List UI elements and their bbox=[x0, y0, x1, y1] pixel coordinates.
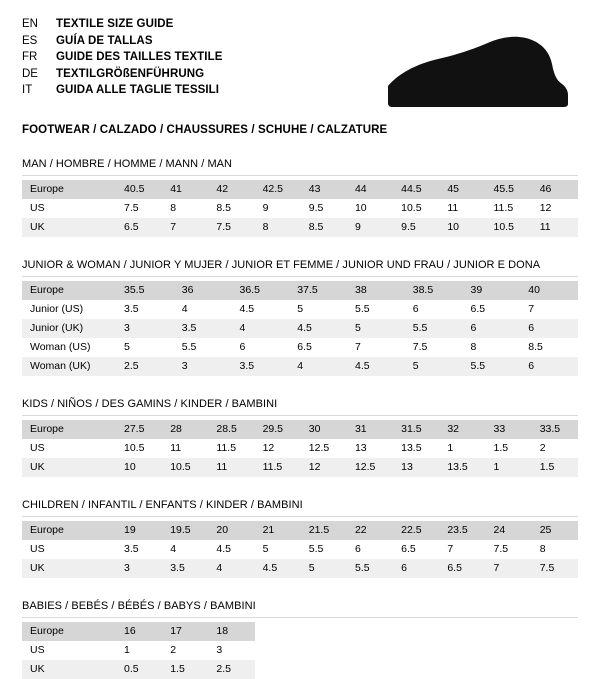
cell: 13.5 bbox=[393, 439, 439, 458]
row-label: Junior (UK) bbox=[22, 319, 116, 338]
cell: 13 bbox=[347, 439, 393, 458]
cell: 18 bbox=[208, 622, 254, 641]
row-label: US bbox=[22, 641, 116, 660]
cell: 35.5 bbox=[116, 281, 174, 300]
cell-empty bbox=[347, 641, 393, 660]
cell: 9.5 bbox=[301, 199, 347, 218]
cell: 5 bbox=[301, 559, 347, 578]
cell: 3.5 bbox=[116, 540, 162, 559]
language-title-list bbox=[22, 16, 223, 99]
cell: 24 bbox=[486, 521, 532, 540]
table-row bbox=[22, 420, 578, 439]
language-title: TEXTILE SIZE GUIDE bbox=[56, 18, 174, 30]
cell-empty bbox=[486, 660, 532, 679]
cell: 28.5 bbox=[208, 420, 254, 439]
cell: 5 bbox=[289, 300, 347, 319]
cell: 5.5 bbox=[301, 540, 347, 559]
cell: 3 bbox=[208, 641, 254, 660]
table-row bbox=[22, 622, 578, 641]
cell: 41 bbox=[162, 180, 208, 199]
divider bbox=[22, 516, 578, 517]
cell: 7 bbox=[486, 559, 532, 578]
table-row bbox=[22, 641, 578, 660]
cell-empty bbox=[486, 622, 532, 641]
language-code: ES bbox=[22, 34, 38, 47]
table-row bbox=[22, 521, 578, 540]
cell: 10 bbox=[116, 458, 162, 477]
cell: 11.5 bbox=[486, 199, 532, 218]
cell: 7 bbox=[162, 218, 208, 237]
cell: 10.5 bbox=[116, 439, 162, 458]
cell: 33 bbox=[486, 420, 532, 439]
cell: 6.5 bbox=[393, 540, 439, 559]
cell: 19.5 bbox=[162, 521, 208, 540]
cell: 4.5 bbox=[255, 559, 301, 578]
cell: 9 bbox=[255, 199, 301, 218]
cell: 8 bbox=[463, 338, 521, 357]
cell: 36.5 bbox=[232, 281, 290, 300]
cell: 2 bbox=[162, 641, 208, 660]
cell-empty bbox=[255, 660, 301, 679]
row-label: US bbox=[22, 199, 116, 218]
cell: 44.5 bbox=[393, 180, 439, 199]
cell: 27.5 bbox=[116, 420, 162, 439]
group-title: KIDS / NIÑOS / DES GAMINS / KINDER / BAMBINI bbox=[22, 398, 278, 410]
group-title: BABIES / BEBÉS / BÉBÉS / BABYS / BAMBINI bbox=[22, 600, 256, 612]
cell: 2.5 bbox=[208, 660, 254, 679]
cell: 30 bbox=[301, 420, 347, 439]
cell: 19 bbox=[116, 521, 162, 540]
cell: 22.5 bbox=[393, 521, 439, 540]
cell-empty bbox=[439, 660, 485, 679]
cell: 6.5 bbox=[289, 338, 347, 357]
cell: 5 bbox=[116, 338, 174, 357]
cell: 3.5 bbox=[174, 319, 232, 338]
cell: 2 bbox=[532, 439, 578, 458]
size-table-man bbox=[22, 180, 578, 237]
language-row bbox=[22, 16, 223, 33]
cell: 8 bbox=[255, 218, 301, 237]
table-row bbox=[22, 540, 578, 559]
cell: 3 bbox=[116, 559, 162, 578]
cell: 45.5 bbox=[486, 180, 532, 199]
cell: 5 bbox=[347, 319, 405, 338]
cell: 1 bbox=[439, 439, 485, 458]
row-label: UK bbox=[22, 218, 116, 237]
cell-empty bbox=[439, 641, 485, 660]
cell-empty bbox=[255, 641, 301, 660]
size-group-kids bbox=[22, 398, 578, 477]
cell: 6 bbox=[520, 319, 578, 338]
row-label: UK bbox=[22, 458, 116, 477]
cell: 46 bbox=[532, 180, 578, 199]
language-row bbox=[22, 49, 223, 66]
cell: 28 bbox=[162, 420, 208, 439]
cell: 5.5 bbox=[347, 300, 405, 319]
cell: 7.5 bbox=[486, 540, 532, 559]
divider bbox=[22, 175, 578, 176]
cell: 40.5 bbox=[116, 180, 162, 199]
table-row bbox=[22, 660, 578, 679]
cell: 29.5 bbox=[255, 420, 301, 439]
cell: 12.5 bbox=[347, 458, 393, 477]
cell: 5.5 bbox=[463, 357, 521, 376]
cell: 8 bbox=[162, 199, 208, 218]
language-row bbox=[22, 82, 223, 99]
row-label: UK bbox=[22, 660, 116, 679]
cell: 3.5 bbox=[116, 300, 174, 319]
divider bbox=[22, 617, 578, 618]
table-row bbox=[22, 338, 578, 357]
cell: 4 bbox=[232, 319, 290, 338]
cell: 7 bbox=[347, 338, 405, 357]
cell: 8 bbox=[532, 540, 578, 559]
language-title: GUÍA DE TALLAS bbox=[56, 34, 153, 47]
cell: 5 bbox=[255, 540, 301, 559]
cell: 1.5 bbox=[162, 660, 208, 679]
cell: 8.5 bbox=[208, 199, 254, 218]
size-group-man bbox=[22, 158, 578, 237]
cell: 7 bbox=[520, 300, 578, 319]
cell: 3.5 bbox=[162, 559, 208, 578]
cell-empty bbox=[393, 660, 439, 679]
row-label: Europe bbox=[22, 281, 116, 300]
cell: 7.5 bbox=[405, 338, 463, 357]
row-label: Europe bbox=[22, 521, 116, 540]
cell: 22 bbox=[347, 521, 393, 540]
cell: 3 bbox=[116, 319, 174, 338]
row-label: US bbox=[22, 439, 116, 458]
row-label: Woman (UK) bbox=[22, 357, 116, 376]
cell: 0.5 bbox=[116, 660, 162, 679]
cell: 25 bbox=[532, 521, 578, 540]
cell: 11 bbox=[532, 218, 578, 237]
cell-empty bbox=[347, 660, 393, 679]
cell: 38 bbox=[347, 281, 405, 300]
cell: 11.5 bbox=[208, 439, 254, 458]
cell: 37.5 bbox=[289, 281, 347, 300]
table-row bbox=[22, 439, 578, 458]
language-title: TEXTILGRÖßENFÜHRUNG bbox=[56, 67, 205, 80]
cell: 1 bbox=[116, 641, 162, 660]
cell: 6.5 bbox=[439, 559, 485, 578]
cell: 1.5 bbox=[486, 439, 532, 458]
cell: 6 bbox=[347, 540, 393, 559]
cell: 33.5 bbox=[532, 420, 578, 439]
cell: 5.5 bbox=[347, 559, 393, 578]
cell-empty bbox=[255, 622, 301, 641]
cell: 21 bbox=[255, 521, 301, 540]
table-row bbox=[22, 180, 578, 199]
cell: 4 bbox=[162, 540, 208, 559]
size-table-children bbox=[22, 521, 578, 578]
cell: 32 bbox=[439, 420, 485, 439]
cell: 42 bbox=[208, 180, 254, 199]
cell: 10.5 bbox=[162, 458, 208, 477]
cell-empty bbox=[393, 641, 439, 660]
cell: 6 bbox=[232, 338, 290, 357]
cell: 4.5 bbox=[208, 540, 254, 559]
language-row bbox=[22, 66, 223, 83]
cell: 9 bbox=[347, 218, 393, 237]
cell: 6 bbox=[520, 357, 578, 376]
category-title: FOOTWEAR / CALZADO / CHAUSSURES / SCHUHE / CALZATURE bbox=[22, 124, 388, 136]
cell: 10.5 bbox=[393, 199, 439, 218]
divider bbox=[22, 276, 578, 277]
size-group-babies bbox=[22, 600, 578, 679]
cell-empty bbox=[532, 622, 578, 641]
table-row bbox=[22, 559, 578, 578]
cell: 4 bbox=[174, 300, 232, 319]
cell: 10.5 bbox=[486, 218, 532, 237]
table-row bbox=[22, 199, 578, 218]
size-table-babies bbox=[22, 622, 578, 679]
cell: 13.5 bbox=[439, 458, 485, 477]
cell: 6 bbox=[463, 319, 521, 338]
table-row bbox=[22, 281, 578, 300]
cell-empty bbox=[439, 622, 485, 641]
row-label: Europe bbox=[22, 622, 116, 641]
cell: 1 bbox=[486, 458, 532, 477]
language-title: GUIDE DES TAILLES TEXTILE bbox=[56, 51, 223, 63]
cell-empty bbox=[486, 641, 532, 660]
cell-empty bbox=[301, 641, 347, 660]
cell: 4 bbox=[289, 357, 347, 376]
cell: 12 bbox=[255, 439, 301, 458]
cell: 16 bbox=[116, 622, 162, 641]
cell: 7.5 bbox=[116, 199, 162, 218]
cell: 4.5 bbox=[347, 357, 405, 376]
table-row bbox=[22, 300, 578, 319]
cell: 12 bbox=[532, 199, 578, 218]
language-row bbox=[22, 33, 223, 50]
cell: 2.5 bbox=[116, 357, 174, 376]
language-code: DE bbox=[22, 67, 38, 80]
cell: 12 bbox=[301, 458, 347, 477]
size-group-junior-woman bbox=[22, 259, 578, 376]
row-label: Europe bbox=[22, 420, 116, 439]
row-label: Junior (US) bbox=[22, 300, 116, 319]
table-row bbox=[22, 218, 578, 237]
cell-empty bbox=[301, 660, 347, 679]
cell-empty bbox=[393, 622, 439, 641]
cell: 4.5 bbox=[289, 319, 347, 338]
language-title: GUIDA ALLE TAGLIE TESSILI bbox=[56, 84, 220, 96]
cell: 31.5 bbox=[393, 420, 439, 439]
cell: 4.5 bbox=[232, 300, 290, 319]
cell: 5 bbox=[405, 357, 463, 376]
cell: 21.5 bbox=[301, 521, 347, 540]
cell: 7.5 bbox=[208, 218, 254, 237]
cell: 6.5 bbox=[116, 218, 162, 237]
cell: 45 bbox=[439, 180, 485, 199]
cell: 17 bbox=[162, 622, 208, 641]
cell: 7.5 bbox=[532, 559, 578, 578]
group-title: JUNIOR & WOMAN / JUNIOR Y MUJER / JUNIOR ET FEMME / JUNIOR UND FRAU / JUNIOR E DONA bbox=[22, 259, 541, 271]
cell: 11.5 bbox=[255, 458, 301, 477]
cell: 39 bbox=[463, 281, 521, 300]
cell: 36 bbox=[174, 281, 232, 300]
cell: 5.5 bbox=[174, 338, 232, 357]
cell: 11 bbox=[208, 458, 254, 477]
cell: 44 bbox=[347, 180, 393, 199]
cell: 40 bbox=[520, 281, 578, 300]
group-title: MAN / HOMBRE / HOMME / MANN / MAN bbox=[22, 158, 233, 170]
cell: 43 bbox=[301, 180, 347, 199]
cell-empty bbox=[301, 622, 347, 641]
cell: 12.5 bbox=[301, 439, 347, 458]
table-row bbox=[22, 319, 578, 338]
language-code: EN bbox=[22, 18, 38, 30]
cell: 3 bbox=[174, 357, 232, 376]
cell: 31 bbox=[347, 420, 393, 439]
table-row bbox=[22, 357, 578, 376]
cell-empty bbox=[532, 641, 578, 660]
size-group-children bbox=[22, 499, 578, 578]
cell: 11 bbox=[439, 199, 485, 218]
cell: 10 bbox=[439, 218, 485, 237]
row-label: Europe bbox=[22, 180, 116, 199]
cell: 42.5 bbox=[255, 180, 301, 199]
cell: 6.5 bbox=[463, 300, 521, 319]
size-table-kids bbox=[22, 420, 578, 477]
table-row bbox=[22, 458, 578, 477]
size-table-junior-woman bbox=[22, 281, 578, 376]
cell-empty bbox=[532, 660, 578, 679]
cell: 20 bbox=[208, 521, 254, 540]
dress-shoe-icon bbox=[380, 34, 570, 112]
cell: 1.5 bbox=[532, 458, 578, 477]
cell: 7 bbox=[439, 540, 485, 559]
cell: 9.5 bbox=[393, 218, 439, 237]
divider bbox=[22, 415, 578, 416]
row-label: US bbox=[22, 540, 116, 559]
cell: 10 bbox=[347, 199, 393, 218]
cell: 23.5 bbox=[439, 521, 485, 540]
cell: 5.5 bbox=[405, 319, 463, 338]
row-label: Woman (US) bbox=[22, 338, 116, 357]
language-code: IT bbox=[22, 84, 33, 96]
cell: 13 bbox=[393, 458, 439, 477]
row-label: UK bbox=[22, 559, 116, 578]
group-title: CHILDREN / INFANTIL / ENFANTS / KINDER / BAMBINI bbox=[22, 499, 303, 511]
cell: 6 bbox=[393, 559, 439, 578]
cell: 4 bbox=[208, 559, 254, 578]
language-code: FR bbox=[22, 51, 38, 63]
cell: 3.5 bbox=[232, 357, 290, 376]
cell: 8.5 bbox=[301, 218, 347, 237]
cell-empty bbox=[347, 622, 393, 641]
cell: 6 bbox=[405, 300, 463, 319]
cell: 38.5 bbox=[405, 281, 463, 300]
cell: 8.5 bbox=[520, 338, 578, 357]
header bbox=[22, 16, 578, 112]
cell: 11 bbox=[162, 439, 208, 458]
